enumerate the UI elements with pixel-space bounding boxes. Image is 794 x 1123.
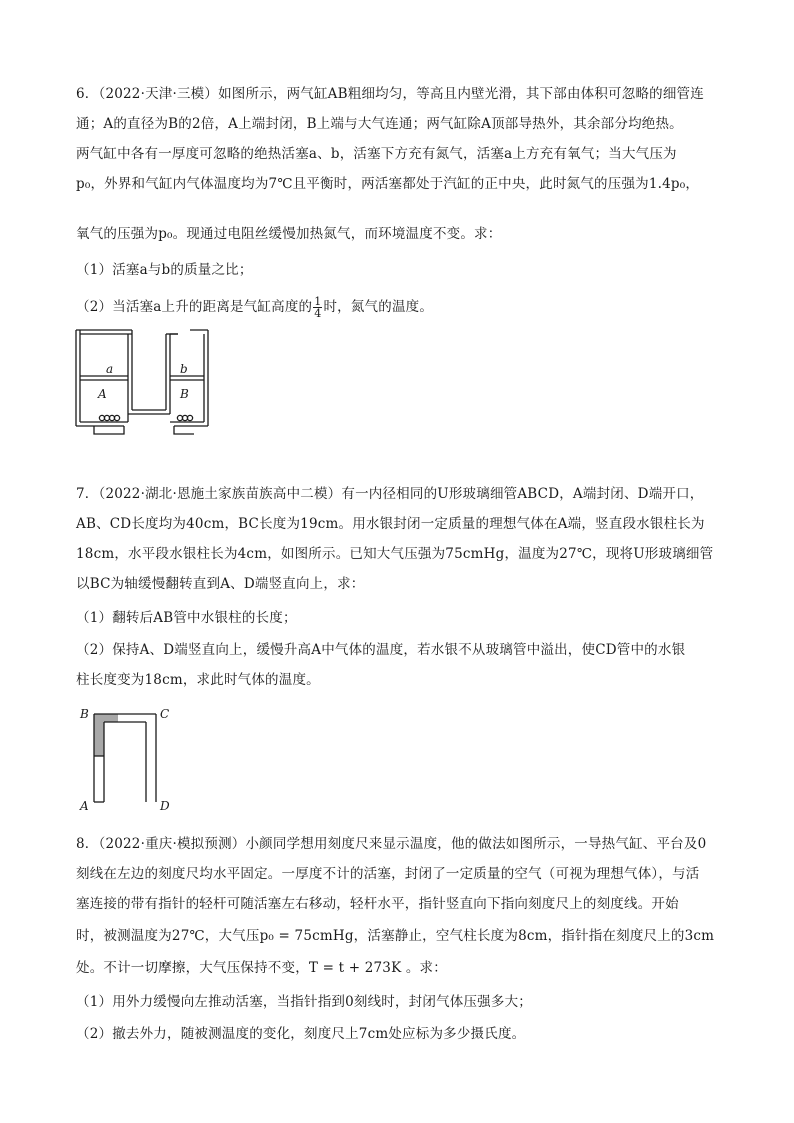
q6-question-2 <box>76 296 726 319</box>
q7-line-3: 18cm，水平段水银柱长为4cm，如图所示。已知大气压强为75cmHg，温度为27℃，现将U形玻璃细管 <box>76 546 714 562</box>
q7-line-4: 以BC为轴缓慢翻转直到A、D端竖直向上，求： <box>76 576 365 592</box>
vertical-mercury <box>94 722 104 756</box>
q8-line-1: 8．（2022·重庆·模拟预测）小颜同学想用刻度尺来显示温度，他的做法如图所示，一导热气缸、平台及0 <box>76 836 707 852</box>
q6-cylinder-figure <box>74 326 214 438</box>
end-D-label: D <box>160 799 170 813</box>
q7-line-1: 7．（2022·湖北·恩施土家族苗族高中二模）有一内径相同的U形玻璃细管ABCD，A端封闭、D端开口， <box>76 486 704 502</box>
end-A-label: A <box>80 799 89 813</box>
q8-line-2: 刻线在左边的刻度尺均水平固定。一厚度不计的活塞，封闭了一定质量的空气（可视为理想气体），与活 <box>76 866 700 882</box>
q7-question-2-line-1: （2）保持A、D端竖直向上，缓慢升高A中气体的温度，若水银不从玻璃管中溢出，使CD管中的水银 <box>76 642 686 658</box>
q7-line-2: AB、CD长度均为40cm，BC长度为19cm。用水银封闭一定质量的理想气体在A端，竖直段水银柱长为 <box>76 516 705 532</box>
q6-question-1: （1）活塞a与b的质量之比； <box>76 262 253 278</box>
fraction-denominator: 4 <box>314 307 322 320</box>
q8-line-5: 处。不计一切摩擦，大气压保持不变，T = t + 273K 。求： <box>76 960 447 976</box>
q7-question-2-line-2: 柱长度变为18cm，求此时气体的温度。 <box>76 672 320 688</box>
fraction-numerator: 1 <box>314 295 322 308</box>
q7-u-tube-figure <box>76 702 186 814</box>
piston-b-label: b <box>180 362 188 376</box>
q8-line-3: 塞连接的带有指针的轻杆可随活塞左右移动，轻杆水平，指针竖直向下指向刻度尺上的刻度线。开始 <box>76 896 679 912</box>
q6-line-3: 两气缸中各有一厚度可忽略的绝热活塞a、b，活塞下方充有氮气，活塞a上方充有氧气；当大气压为 <box>76 146 677 162</box>
horizontal-mercury <box>94 714 118 722</box>
q6-line-5: 氧气的压强为p₀。现通过电阻丝缓慢加热氮气，而环境温度不变。求： <box>76 226 502 242</box>
q8-line-4: 时，被测温度为27℃，大气压p₀ = 75cmHg，活塞静止，空气柱长度为8cm，指针指在刻度尺上的3cm <box>76 928 715 944</box>
q6-line-1: 6．（2022·天津·三模）如图所示，两气缸AB粗细均匀，等高且内壁光滑，其下部由体积可忽略的细管连 <box>76 86 704 102</box>
q6-question-2-after: 时，氮气的温度。 <box>323 299 434 315</box>
corner-C-label: C <box>160 707 170 721</box>
q6-line-4: p₀，外界和气缸内气体温度均为7℃且平衡时，两活塞都处于汽缸的正中央，此时氮气的压强为1.4p₀， <box>76 176 700 192</box>
q6-question-2-before: （2）当活塞a上升的距离是气缸高度的 <box>76 299 313 315</box>
q6-line-2: 通；A的直径为B的2倍，A上端封闭，B上端与大气连通；两气缸除A顶部导热外，其余部分均绝热。 <box>76 116 683 132</box>
fraction-one-quarter <box>313 296 322 319</box>
corner-B-label: B <box>80 707 89 721</box>
q8-question-2: （2）撤去外力，随被测温度的变化，刻度尺上7cm处应标为多少摄氏度。 <box>76 1026 526 1042</box>
piston-a-label: a <box>106 362 114 376</box>
q8-question-1: （1）用外力缓慢向左推动活塞，当指针指到0刻线时，封闭气体压强多大； <box>76 994 532 1010</box>
cylinder-A-label: A <box>98 387 107 401</box>
cylinder-B-label: B <box>180 387 189 401</box>
q7-question-1: （1）翻转后AB管中水银柱的长度； <box>76 610 297 626</box>
